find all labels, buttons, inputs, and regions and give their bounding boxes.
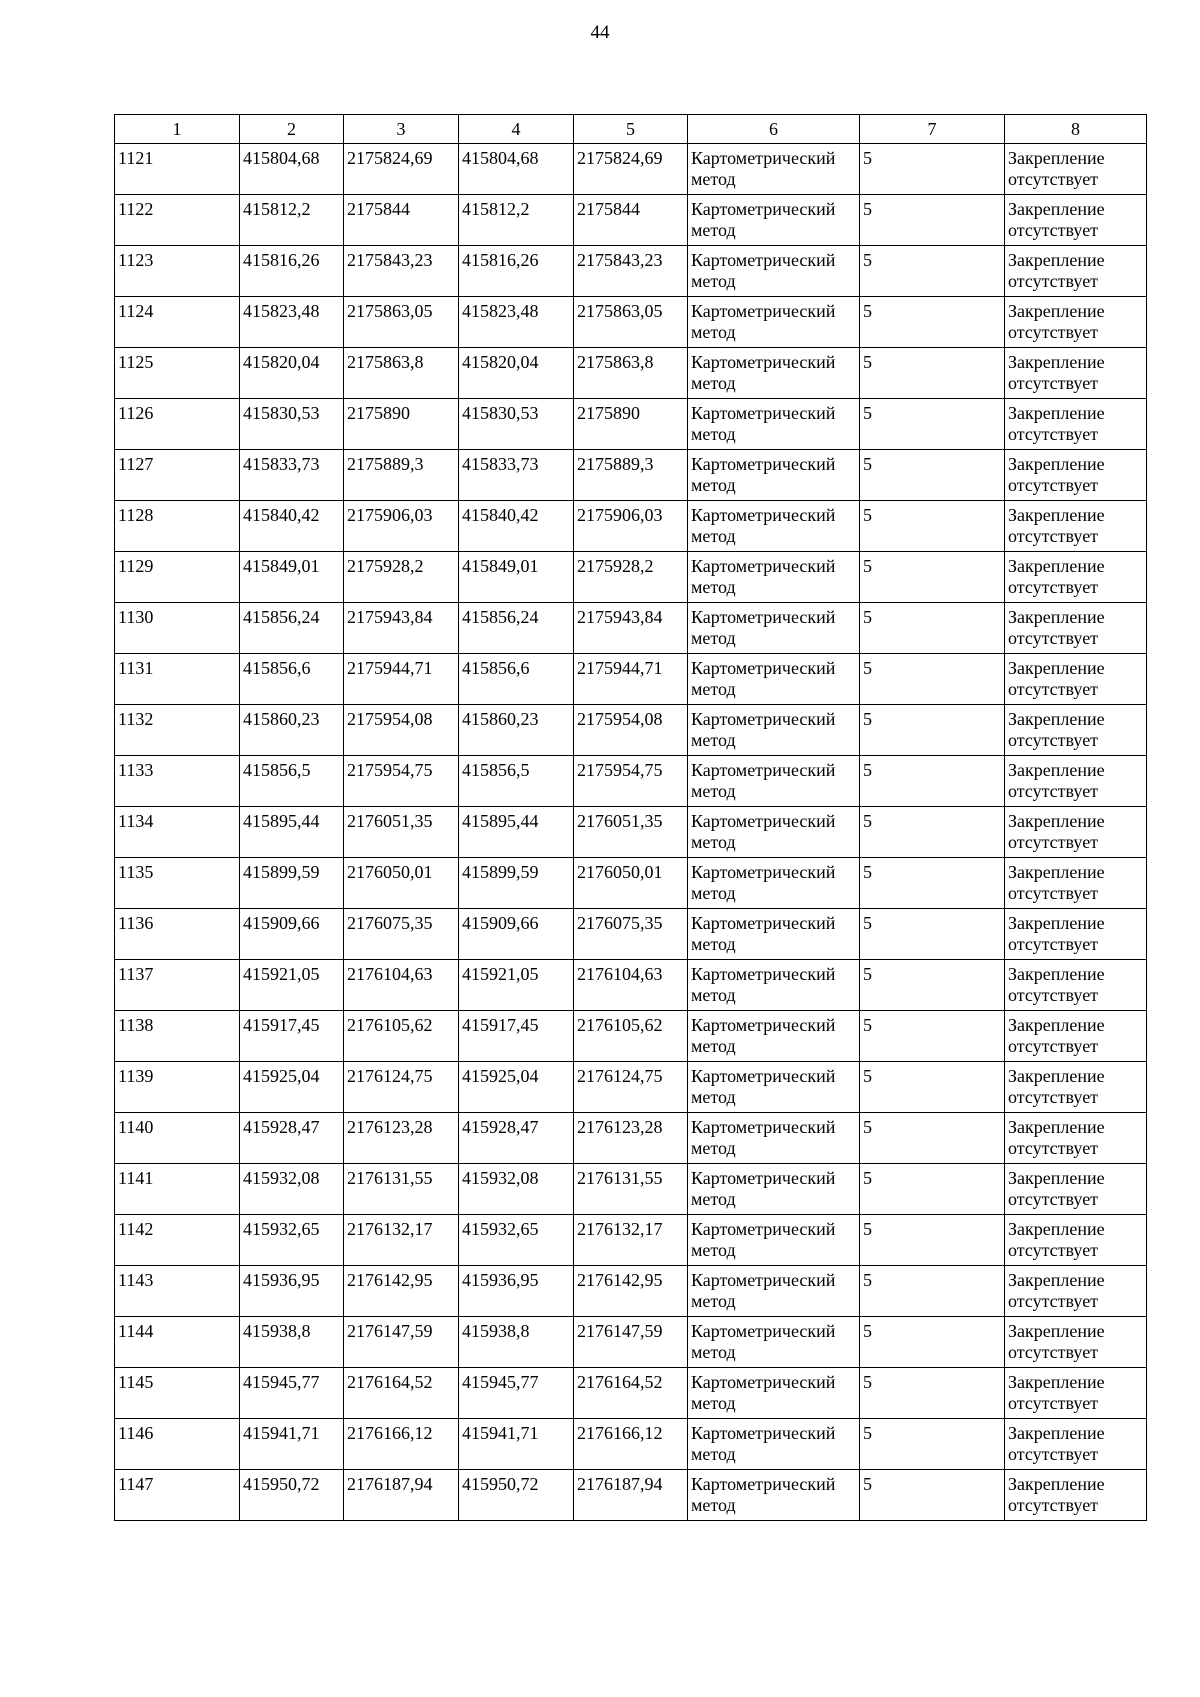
cell-fixing: Закрепление отсутствует <box>1005 1062 1147 1113</box>
cell-x-old: 415945,77 <box>240 1368 344 1419</box>
cell-point-number: 1130 <box>115 603 240 654</box>
cell-method: Картометрический метод <box>688 399 860 450</box>
cell-x-old: 415932,08 <box>240 1164 344 1215</box>
column-header-4: 4 <box>459 115 574 144</box>
cell-method: Картометрический метод <box>688 960 860 1011</box>
cell-accuracy: 5 <box>860 1011 1005 1062</box>
cell-accuracy: 5 <box>860 144 1005 195</box>
cell-accuracy: 5 <box>860 1317 1005 1368</box>
cell-fixing: Закрепление отсутствует <box>1005 1266 1147 1317</box>
cell-point-number: 1141 <box>115 1164 240 1215</box>
cell-fixing: Закрепление отсутствует <box>1005 1368 1147 1419</box>
table-row <box>115 450 1147 501</box>
cell-method: Картометрический метод <box>688 1266 860 1317</box>
cell-accuracy: 5 <box>860 1164 1005 1215</box>
cell-fixing: Закрепление отсутствует <box>1005 756 1147 807</box>
cell-point-number: 1138 <box>115 1011 240 1062</box>
column-header-2: 2 <box>240 115 344 144</box>
column-header-1: 1 <box>115 115 240 144</box>
cell-point-number: 1128 <box>115 501 240 552</box>
cell-fixing: Закрепление отсутствует <box>1005 654 1147 705</box>
cell-x-new: 415909,66 <box>459 909 574 960</box>
cell-x-new: 415895,44 <box>459 807 574 858</box>
cell-fixing: Закрепление отсутствует <box>1005 807 1147 858</box>
table-row <box>115 348 1147 399</box>
cell-x-new: 415921,05 <box>459 960 574 1011</box>
cell-x-new: 415932,08 <box>459 1164 574 1215</box>
cell-accuracy: 5 <box>860 246 1005 297</box>
cell-y-new: 2175906,03 <box>574 501 688 552</box>
cell-point-number: 1137 <box>115 960 240 1011</box>
cell-y-old: 2175863,8 <box>344 348 459 399</box>
cell-method: Картометрический метод <box>688 1215 860 1266</box>
cell-accuracy: 5 <box>860 1266 1005 1317</box>
cell-x-old: 415830,53 <box>240 399 344 450</box>
cell-x-old: 415849,01 <box>240 552 344 603</box>
table-body <box>115 144 1147 1521</box>
cell-x-old: 415840,42 <box>240 501 344 552</box>
cell-y-old: 2175928,2 <box>344 552 459 603</box>
cell-point-number: 1127 <box>115 450 240 501</box>
table-row <box>115 501 1147 552</box>
cell-x-old: 415823,48 <box>240 297 344 348</box>
cell-point-number: 1145 <box>115 1368 240 1419</box>
cell-x-new: 415823,48 <box>459 297 574 348</box>
cell-y-new: 2175954,75 <box>574 756 688 807</box>
cell-x-new: 415840,42 <box>459 501 574 552</box>
cell-method: Картометрический метод <box>688 807 860 858</box>
cell-fixing: Закрепление отсутствует <box>1005 501 1147 552</box>
cell-x-old: 415833,73 <box>240 450 344 501</box>
cell-method: Картометрический метод <box>688 297 860 348</box>
cell-x-new: 415849,01 <box>459 552 574 603</box>
cell-y-old: 2175954,75 <box>344 756 459 807</box>
cell-y-old: 2176187,94 <box>344 1470 459 1521</box>
cell-y-old: 2176147,59 <box>344 1317 459 1368</box>
cell-x-new: 415833,73 <box>459 450 574 501</box>
cell-x-old: 415925,04 <box>240 1062 344 1113</box>
cell-method: Картометрический метод <box>688 1011 860 1062</box>
table-row <box>115 1317 1147 1368</box>
cell-accuracy: 5 <box>860 552 1005 603</box>
cell-y-new: 2175844 <box>574 195 688 246</box>
cell-y-new: 2176147,59 <box>574 1317 688 1368</box>
table-row <box>115 1011 1147 1062</box>
cell-y-new: 2176051,35 <box>574 807 688 858</box>
cell-y-new: 2176105,62 <box>574 1011 688 1062</box>
table-row <box>115 1113 1147 1164</box>
cell-method: Картометрический метод <box>688 705 860 756</box>
table-row <box>115 858 1147 909</box>
cell-y-new: 2176142,95 <box>574 1266 688 1317</box>
cell-x-new: 415950,72 <box>459 1470 574 1521</box>
cell-fixing: Закрепление отсутствует <box>1005 195 1147 246</box>
cell-point-number: 1126 <box>115 399 240 450</box>
cell-method: Картометрический метод <box>688 1368 860 1419</box>
column-header-6: 6 <box>688 115 860 144</box>
cell-y-new: 2175944,71 <box>574 654 688 705</box>
cell-x-new: 415856,6 <box>459 654 574 705</box>
table-row <box>115 807 1147 858</box>
coordinates-table <box>114 114 1147 1521</box>
cell-method: Картометрический метод <box>688 1317 860 1368</box>
cell-y-old: 2175889,3 <box>344 450 459 501</box>
table-row <box>115 960 1147 1011</box>
cell-x-new: 415816,26 <box>459 246 574 297</box>
table-row <box>115 1368 1147 1419</box>
cell-point-number: 1144 <box>115 1317 240 1368</box>
cell-y-old: 2176164,52 <box>344 1368 459 1419</box>
cell-y-new: 2175889,3 <box>574 450 688 501</box>
cell-method: Картометрический метод <box>688 246 860 297</box>
cell-point-number: 1133 <box>115 756 240 807</box>
cell-accuracy: 5 <box>860 1113 1005 1164</box>
cell-y-old: 2176123,28 <box>344 1113 459 1164</box>
cell-point-number: 1135 <box>115 858 240 909</box>
cell-point-number: 1125 <box>115 348 240 399</box>
cell-accuracy: 5 <box>860 297 1005 348</box>
cell-x-old: 415856,6 <box>240 654 344 705</box>
cell-point-number: 1131 <box>115 654 240 705</box>
cell-y-new: 2175824,69 <box>574 144 688 195</box>
cell-x-old: 415816,26 <box>240 246 344 297</box>
cell-method: Картометрический метод <box>688 195 860 246</box>
cell-x-old: 415928,47 <box>240 1113 344 1164</box>
column-header-5: 5 <box>574 115 688 144</box>
cell-y-old: 2175843,23 <box>344 246 459 297</box>
cell-y-old: 2176105,62 <box>344 1011 459 1062</box>
cell-method: Картометрический метод <box>688 654 860 705</box>
cell-y-new: 2175863,8 <box>574 348 688 399</box>
cell-y-new: 2175843,23 <box>574 246 688 297</box>
cell-y-old: 2175906,03 <box>344 501 459 552</box>
cell-y-old: 2175954,08 <box>344 705 459 756</box>
cell-x-old: 415950,72 <box>240 1470 344 1521</box>
cell-method: Картометрический метод <box>688 858 860 909</box>
cell-point-number: 1134 <box>115 807 240 858</box>
table-row <box>115 246 1147 297</box>
cell-x-new: 415941,71 <box>459 1419 574 1470</box>
cell-fixing: Закрепление отсутствует <box>1005 1113 1147 1164</box>
cell-method: Картометрический метод <box>688 1062 860 1113</box>
cell-y-old: 2176166,12 <box>344 1419 459 1470</box>
cell-x-new: 415936,95 <box>459 1266 574 1317</box>
cell-accuracy: 5 <box>860 195 1005 246</box>
header-row <box>115 115 1147 144</box>
table-row <box>115 399 1147 450</box>
cell-fixing: Закрепление отсутствует <box>1005 450 1147 501</box>
cell-point-number: 1122 <box>115 195 240 246</box>
cell-y-old: 2176051,35 <box>344 807 459 858</box>
table-row <box>115 756 1147 807</box>
cell-fixing: Закрепление отсутствует <box>1005 1317 1147 1368</box>
cell-accuracy: 5 <box>860 1368 1005 1419</box>
cell-fixing: Закрепление отсутствует <box>1005 1164 1147 1215</box>
cell-point-number: 1147 <box>115 1470 240 1521</box>
cell-y-old: 2176050,01 <box>344 858 459 909</box>
cell-y-old: 2176104,63 <box>344 960 459 1011</box>
cell-method: Картометрический метод <box>688 909 860 960</box>
cell-accuracy: 5 <box>860 705 1005 756</box>
table-row <box>115 1266 1147 1317</box>
cell-method: Картометрический метод <box>688 1419 860 1470</box>
cell-x-new: 415830,53 <box>459 399 574 450</box>
cell-point-number: 1124 <box>115 297 240 348</box>
table-row <box>115 654 1147 705</box>
cell-x-new: 415860,23 <box>459 705 574 756</box>
cell-x-old: 415899,59 <box>240 858 344 909</box>
cell-x-old: 415921,05 <box>240 960 344 1011</box>
table-row <box>115 552 1147 603</box>
cell-y-new: 2175954,08 <box>574 705 688 756</box>
table-row <box>115 603 1147 654</box>
cell-x-new: 415804,68 <box>459 144 574 195</box>
cell-method: Картометрический метод <box>688 603 860 654</box>
cell-fixing: Закрепление отсутствует <box>1005 1215 1147 1266</box>
cell-x-new: 415938,8 <box>459 1317 574 1368</box>
cell-y-old: 2175824,69 <box>344 144 459 195</box>
cell-fixing: Закрепление отсутствует <box>1005 1470 1147 1521</box>
cell-y-new: 2176166,12 <box>574 1419 688 1470</box>
cell-x-new: 415812,2 <box>459 195 574 246</box>
cell-fixing: Закрепление отсутствует <box>1005 297 1147 348</box>
cell-fixing: Закрепление отсутствует <box>1005 144 1147 195</box>
cell-y-old: 2175943,84 <box>344 603 459 654</box>
cell-fixing: Закрепление отсутствует <box>1005 960 1147 1011</box>
cell-x-new: 415899,59 <box>459 858 574 909</box>
cell-fixing: Закрепление отсутствует <box>1005 705 1147 756</box>
cell-x-new: 415925,04 <box>459 1062 574 1113</box>
table-row <box>115 1062 1147 1113</box>
table-row <box>115 1164 1147 1215</box>
cell-y-old: 2175890 <box>344 399 459 450</box>
cell-x-new: 415856,5 <box>459 756 574 807</box>
cell-y-old: 2175863,05 <box>344 297 459 348</box>
table-row <box>115 1419 1147 1470</box>
cell-y-old: 2176132,17 <box>344 1215 459 1266</box>
cell-y-new: 2176050,01 <box>574 858 688 909</box>
cell-point-number: 1143 <box>115 1266 240 1317</box>
cell-fixing: Закрепление отсутствует <box>1005 246 1147 297</box>
cell-accuracy: 5 <box>860 807 1005 858</box>
table-row <box>115 144 1147 195</box>
cell-x-old: 415895,44 <box>240 807 344 858</box>
cell-method: Картометрический метод <box>688 501 860 552</box>
cell-fixing: Закрепление отсутствует <box>1005 348 1147 399</box>
cell-fixing: Закрепление отсутствует <box>1005 909 1147 960</box>
table-row <box>115 1470 1147 1521</box>
table-row <box>115 705 1147 756</box>
cell-accuracy: 5 <box>860 960 1005 1011</box>
cell-method: Картометрический метод <box>688 552 860 603</box>
cell-point-number: 1140 <box>115 1113 240 1164</box>
cell-point-number: 1123 <box>115 246 240 297</box>
cell-x-old: 415936,95 <box>240 1266 344 1317</box>
cell-point-number: 1132 <box>115 705 240 756</box>
cell-x-old: 415812,2 <box>240 195 344 246</box>
cell-y-new: 2175943,84 <box>574 603 688 654</box>
cell-point-number: 1129 <box>115 552 240 603</box>
cell-y-new: 2175928,2 <box>574 552 688 603</box>
cell-y-old: 2176075,35 <box>344 909 459 960</box>
cell-fixing: Закрепление отсутствует <box>1005 552 1147 603</box>
cell-y-new: 2176164,52 <box>574 1368 688 1419</box>
cell-x-new: 415928,47 <box>459 1113 574 1164</box>
cell-fixing: Закрепление отсутствует <box>1005 1419 1147 1470</box>
cell-fixing: Закрепление отсутствует <box>1005 399 1147 450</box>
table-row <box>115 297 1147 348</box>
cell-x-old: 415917,45 <box>240 1011 344 1062</box>
table-row <box>115 1215 1147 1266</box>
cell-y-new: 2176123,28 <box>574 1113 688 1164</box>
cell-x-old: 415804,68 <box>240 144 344 195</box>
cell-method: Картометрический метод <box>688 1470 860 1521</box>
cell-x-new: 415820,04 <box>459 348 574 399</box>
cell-point-number: 1136 <box>115 909 240 960</box>
table-row <box>115 195 1147 246</box>
cell-y-new: 2176075,35 <box>574 909 688 960</box>
cell-x-new: 415932,65 <box>459 1215 574 1266</box>
cell-point-number: 1139 <box>115 1062 240 1113</box>
column-header-8: 8 <box>1005 115 1147 144</box>
cell-y-old: 2176142,95 <box>344 1266 459 1317</box>
column-header-7: 7 <box>860 115 1005 144</box>
cell-accuracy: 5 <box>860 603 1005 654</box>
cell-method: Картометрический метод <box>688 1113 860 1164</box>
cell-fixing: Закрепление отсутствует <box>1005 1011 1147 1062</box>
cell-x-old: 415938,8 <box>240 1317 344 1368</box>
cell-accuracy: 5 <box>860 858 1005 909</box>
cell-method: Картометрический метод <box>688 1164 860 1215</box>
cell-x-old: 415820,04 <box>240 348 344 399</box>
cell-accuracy: 5 <box>860 348 1005 399</box>
cell-x-old: 415856,24 <box>240 603 344 654</box>
cell-x-new: 415856,24 <box>459 603 574 654</box>
cell-y-new: 2176131,55 <box>574 1164 688 1215</box>
cell-fixing: Закрепление отсутствует <box>1005 603 1147 654</box>
cell-y-new: 2175863,05 <box>574 297 688 348</box>
cell-accuracy: 5 <box>860 654 1005 705</box>
cell-x-new: 415945,77 <box>459 1368 574 1419</box>
cell-y-new: 2176132,17 <box>574 1215 688 1266</box>
cell-accuracy: 5 <box>860 1470 1005 1521</box>
cell-x-old: 415909,66 <box>240 909 344 960</box>
table-row <box>115 909 1147 960</box>
cell-y-new: 2176124,75 <box>574 1062 688 1113</box>
cell-point-number: 1121 <box>115 144 240 195</box>
cell-y-new: 2176104,63 <box>574 960 688 1011</box>
cell-y-old: 2176124,75 <box>344 1062 459 1113</box>
table-header <box>115 115 1147 144</box>
column-header-3: 3 <box>344 115 459 144</box>
cell-x-old: 415860,23 <box>240 705 344 756</box>
cell-accuracy: 5 <box>860 1062 1005 1113</box>
cell-accuracy: 5 <box>860 756 1005 807</box>
cell-fixing: Закрепление отсутствует <box>1005 858 1147 909</box>
cell-accuracy: 5 <box>860 450 1005 501</box>
cell-method: Картометрический метод <box>688 348 860 399</box>
cell-point-number: 1146 <box>115 1419 240 1470</box>
cell-method: Картометрический метод <box>688 756 860 807</box>
cell-y-old: 2176131,55 <box>344 1164 459 1215</box>
cell-accuracy: 5 <box>860 399 1005 450</box>
cell-accuracy: 5 <box>860 909 1005 960</box>
cell-x-old: 415932,65 <box>240 1215 344 1266</box>
cell-x-new: 415917,45 <box>459 1011 574 1062</box>
cell-x-old: 415941,71 <box>240 1419 344 1470</box>
cell-accuracy: 5 <box>860 1215 1005 1266</box>
cell-method: Картометрический метод <box>688 450 860 501</box>
cell-point-number: 1142 <box>115 1215 240 1266</box>
cell-y-old: 2175944,71 <box>344 654 459 705</box>
cell-method: Картометрический метод <box>688 144 860 195</box>
cell-x-old: 415856,5 <box>240 756 344 807</box>
cell-y-old: 2175844 <box>344 195 459 246</box>
page-number: 44 <box>590 22 610 43</box>
cell-accuracy: 5 <box>860 1419 1005 1470</box>
cell-y-new: 2175890 <box>574 399 688 450</box>
cell-y-new: 2176187,94 <box>574 1470 688 1521</box>
cell-accuracy: 5 <box>860 501 1005 552</box>
